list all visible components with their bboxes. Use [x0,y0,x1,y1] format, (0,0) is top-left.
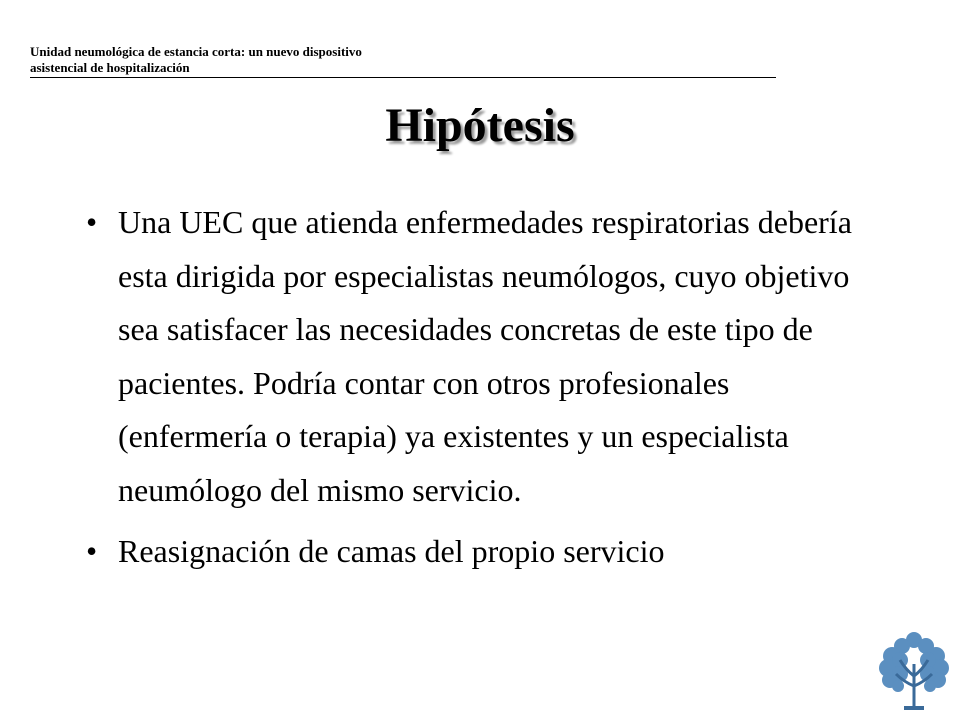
slide-title: Hipótesis [385,99,575,152]
bullet-list [80,196,880,587]
bullet-text: Reasignación de camas del propio servicio [118,533,665,569]
bullet-marker: • [86,204,98,240]
slide-header [30,44,776,78]
header-line-1: Unidad neumológica de estancia corta: un nuevo dispositivo [30,44,362,59]
header-line-2: asistencial de hospitalización [30,60,190,75]
bullet-item [80,525,880,579]
lung-tree-icon [876,630,952,712]
bullet-item [80,196,880,517]
bullet-marker: • [86,533,98,569]
bullet-text: Una UEC que atienda enfermedades respiratorias debería esta dirigida por especialistas neumólogos, cuyo objetivo sea satisfacer las necesidades concretas de este tipo de pacientes. Podría contar con otros profesionales (enfermería o terapia) ya existentes y un especialista neumólogo del mismo servicio. [118,204,852,508]
